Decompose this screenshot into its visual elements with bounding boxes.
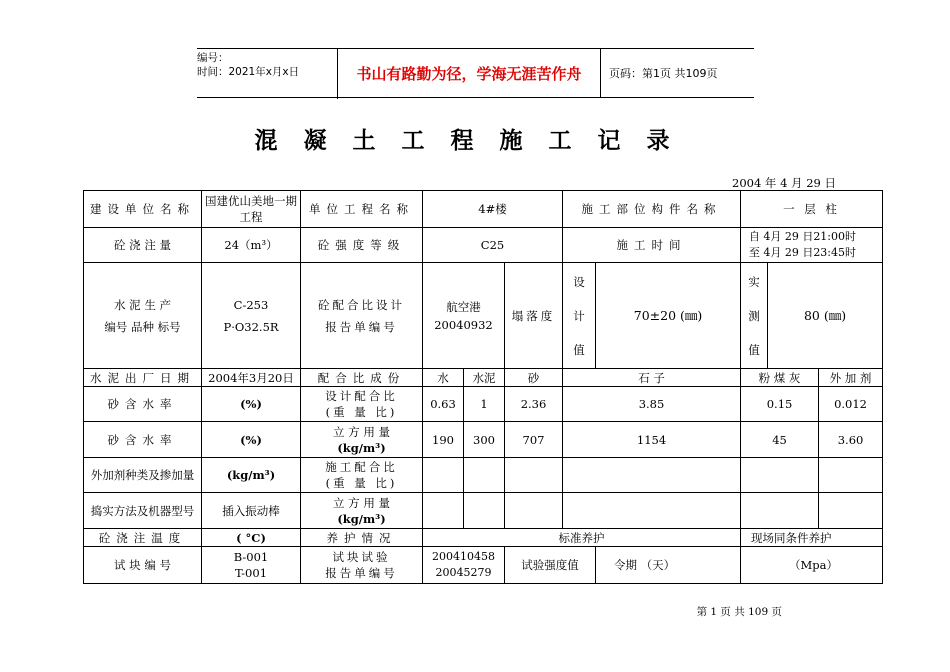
construction-water-cement [423,458,505,493]
value-design-slump: 70±20 (㎜) [596,263,741,369]
table-row [84,493,883,529]
label-pour-volume: 砼 浇 注 量 [84,228,202,263]
actual-char-3: 值 [748,342,760,357]
table-row [84,458,883,493]
design-char-1: 设 [573,274,585,289]
construction-water [423,458,464,492]
cement-type: P·O32.5R [223,319,279,334]
label-curing: 养护情况 [301,529,423,547]
cubic2-flyash-additive [741,493,883,529]
cubic2-stone [563,493,741,529]
unit-kg-m3: (kg/m³) [202,458,301,493]
design-flyash-additive [741,387,883,422]
cubic-sand: 707 [505,422,563,458]
value-cement-info [202,263,301,369]
construction-sand [505,458,563,493]
unit-percent-2: (%) [202,422,301,458]
construction-flyash-additive [741,458,883,493]
value-site-curing: 现场同条件养护 [741,529,883,547]
header-stone: 石 子 [563,369,741,387]
time-from: 自 4月 29 日21:00时 [748,230,857,243]
label-cement-info [84,263,202,369]
design-water-cement [423,387,505,422]
actual-char-1: 实 [748,274,760,289]
label-pour-temperature: 砼浇注温度 [84,529,202,547]
mix-design-line2: 报告单编号 [325,319,398,334]
header-water [423,369,505,387]
test-report-number-2: 20045279 [435,566,492,579]
table-row [84,191,883,228]
cubic2-sand [505,493,563,529]
cement-info-line2: 编号 品种 标号 [104,319,181,334]
cubic-water: 190 [423,422,464,457]
table-row [84,529,883,547]
cubic2-flyash [741,493,819,528]
label-test-report [301,547,423,584]
label-cement-factory-date: 水泥出厂日期 [84,369,202,387]
design-additive: 0.012 [834,397,867,411]
cubic-additive: 3.60 [837,432,864,447]
label-test-strength: 试验强度值 [505,547,596,584]
unit-temperature: ( °C) [202,529,301,547]
label-construction-time: 施工时间 [563,228,741,263]
construction-stone [563,458,741,493]
value-project-name: 4#楼 [423,191,563,228]
test-report-number-1: 200410458 [432,550,495,563]
cubic-water-cement [423,422,505,458]
value-specimen-number [202,547,301,584]
design-flyash: 0.15 [741,387,819,421]
label-design-value [563,263,596,369]
mix-design-number: 20040932 [434,317,493,332]
label-cubic-usage-1 [301,422,423,458]
value-construction-unit: 国建优山美地一期工程 [202,191,301,228]
design-cement: 1 [480,397,488,411]
cubic2-water [423,493,464,528]
label-sand-moisture-1: 砂含水率 [84,387,202,422]
mix-design-line1: 砼配合比设计 [318,297,405,312]
cubic-cement: 300 [473,432,495,447]
header-water-cell: 水 [423,369,464,386]
cubic-stone: 1154 [563,422,741,458]
unit-percent-1: (%) [202,387,301,422]
label-project-name: 单位工程名称 [301,191,423,228]
cubic-flyash-additive [741,422,883,458]
construction-mix-line2: (重 量 比) [325,476,398,490]
value-pour-volume: 24（m³） [202,228,301,263]
header-additive: 外 加 剂 [829,370,872,385]
table-row [84,387,883,422]
document-title: 混凝土工程施工记录 [254,127,696,154]
label-slump: 塌落度 [505,263,563,369]
header-cement-cell: 水泥 [472,370,496,385]
label-sand-moisture-2: 砂含水率 [84,422,202,458]
document-time-label: 时间：2021年x月x日 [197,66,300,78]
header-flyash: 粉 煤 灰 [741,369,819,386]
header-flyash-additive [741,369,883,387]
table-row [84,547,883,584]
test-report-line1: 试块试验 [332,550,391,564]
value-construction-time [741,228,883,263]
table-row [84,369,883,387]
construction-mix-line1: 施工配合比 [325,460,398,474]
value-construction-part: 一 层 柱 [741,191,883,228]
specimen-b: B-001 [233,550,269,564]
cubic-usage-line1: 立 方 用 量 [333,424,390,439]
label-compaction-method: 捣实方法及机器型号 [84,493,202,529]
table-row [84,228,883,263]
time-to: 至 4月 29 日23:45时 [748,246,857,259]
table-row [84,422,883,458]
design-char-3: 值 [573,342,585,357]
label-construction-part: 施工部位构件名称 [563,191,741,228]
design-char-2: 计 [573,308,585,323]
header-meta [197,49,338,99]
label-construction-mix-ratio [301,458,423,493]
label-specimen-number: 试 块 编 号 [84,547,202,584]
cubic2-water-cement [423,493,505,529]
cubic-flyash: 45 [741,422,819,457]
design-water: 0.63 [423,387,464,421]
value-actual-slump: 80 (㎜) [768,263,883,369]
label-additive-type: 外加剂种类及掺加量 [84,458,202,493]
label-mix-design-report [301,263,423,369]
test-report-line2: 报告单编号 [325,566,398,580]
specimen-t: T-001 [234,566,268,580]
document-number-label: 编号： [197,52,229,64]
cubic-usage2-line1: 立 方 用 量 [333,495,390,510]
label-construction-unit: 建设单位名称 [84,191,202,228]
label-cubic-usage-2 [301,493,423,529]
label-age-days: 令期 （天） [596,547,741,584]
design-mix-line1: 设计配合比 [325,389,398,403]
cement-code: C-253 [233,297,269,312]
value-cement-factory-date: 2004年3月20日 [202,369,301,387]
construction-flyash [741,458,819,492]
header-motto: 书山有路勤为径，学海无涯苦作舟 [338,49,601,97]
record-date: 2004 年 4 月 29 日 [732,176,836,190]
design-sand: 2.36 [505,387,563,422]
page-footer: 第 1 页 共 109 页 [696,606,782,618]
design-mix-line2: (重 量 比) [325,405,398,419]
cubic2-cement [464,493,505,528]
value-compaction-method: 插入振动棒 [202,493,301,529]
label-design-mix-ratio [301,387,423,422]
label-mix-components: 配合比成份 [301,369,423,387]
cubic-usage-unit: (kg/m³) [337,440,386,455]
value-test-report [423,547,505,584]
concrete-record-table [83,190,883,584]
label-mpa: （Mpa） [741,547,883,584]
mix-design-lab: 航空港 [446,299,481,314]
value-mix-design-report [423,263,505,369]
construction-additive [819,458,882,492]
cement-info-line1: 水 泥 生 产 [114,297,171,312]
value-standard-curing: 标准养护 [423,529,741,547]
construction-cement [464,458,505,492]
label-strength-grade: 砼强度等级 [301,228,423,263]
document-header [197,48,754,98]
header-sand: 砂 [505,369,563,387]
label-actual-value [741,263,768,369]
cubic-usage2-unit: (kg/m³) [337,511,386,526]
design-stone: 3.85 [563,387,741,422]
cubic2-additive [819,493,882,528]
value-strength-grade: C25 [423,228,563,263]
header-page-label: 页码：第1页 共109页 [609,67,718,80]
actual-char-2: 测 [748,308,760,323]
table-row [84,263,883,369]
